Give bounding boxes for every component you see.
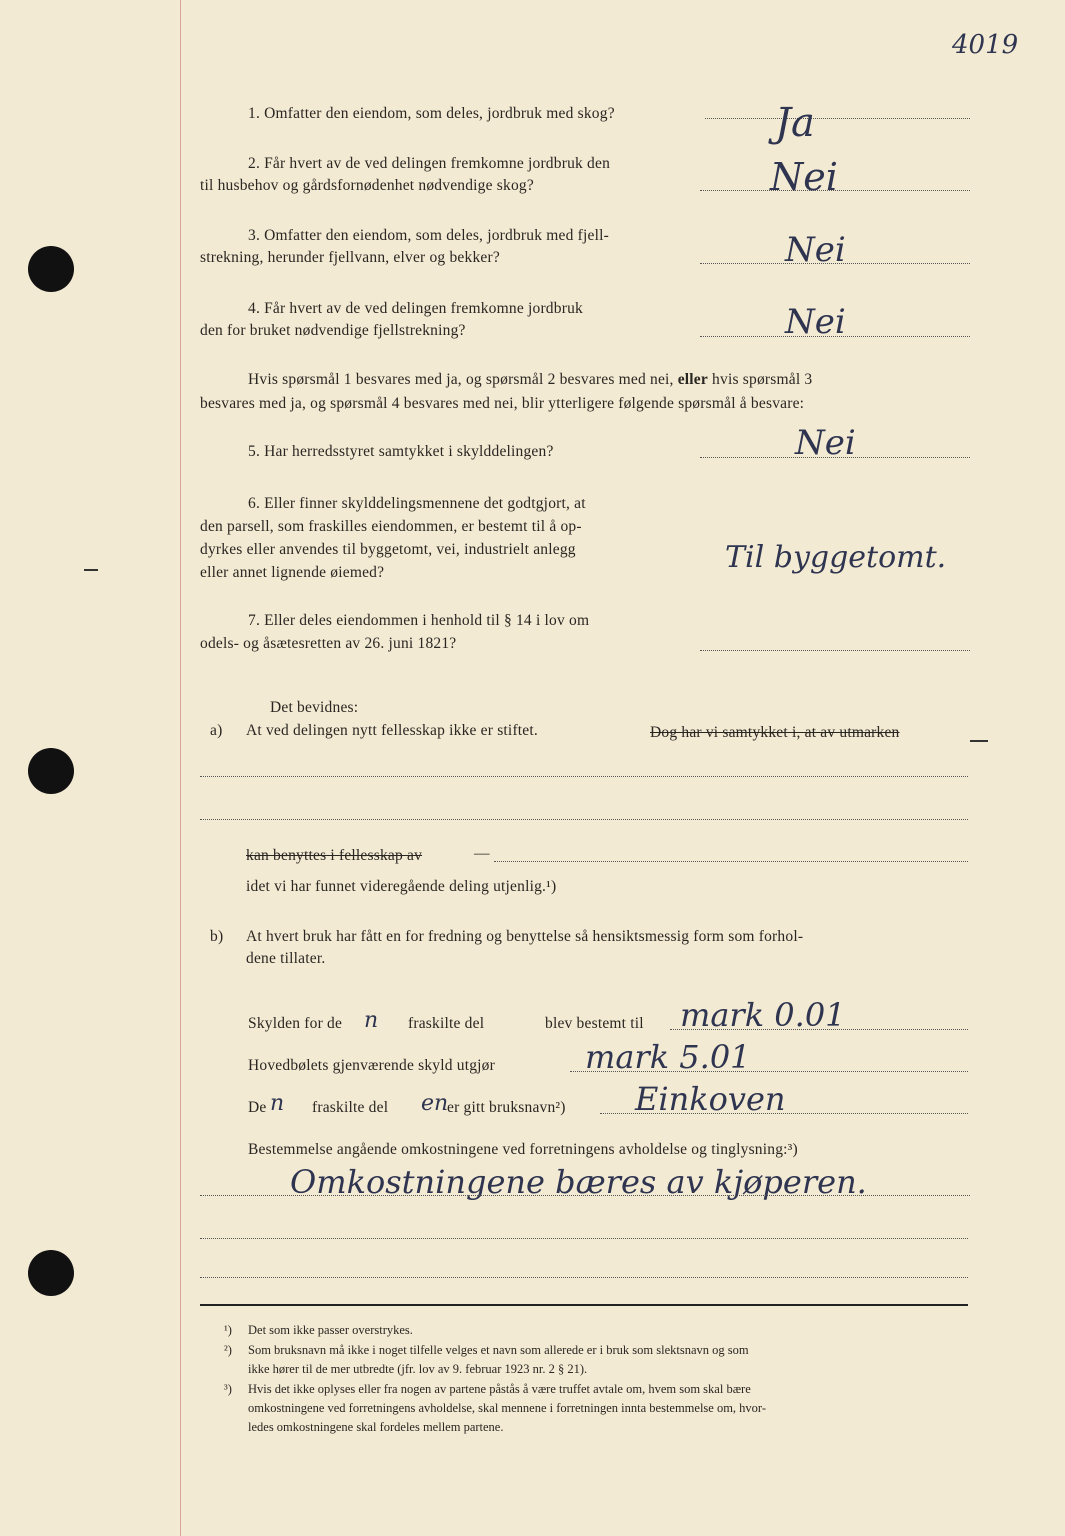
answer-4: Nei <box>785 302 846 342</box>
answer-5: Nei <box>795 423 856 463</box>
punch-hole <box>28 246 74 292</box>
fill-line <box>494 861 968 862</box>
question-7-line-1: 7. Eller deles eiendommen i henhold til § 14 i lov om <box>248 612 590 629</box>
footnote-2-line-2: ikke hører til de mer utbredte (jfr. lov av 9. februar 1923 nr. 2 § 21). <box>248 1362 588 1376</box>
question-7-line-2: odels- og åsætesretten av 26. juni 1821? <box>200 635 457 652</box>
omk-value: Omkostningene bæres av kjøperen. <box>290 1163 867 1201</box>
margin-mark <box>84 569 98 571</box>
fill-line <box>200 819 968 820</box>
instruction-line-2: besvares med ja, og spørsmål 4 besvares med nei, blir ytterligere følgende spørsmål å besvare: <box>200 395 805 412</box>
bruks-value: Einkoven <box>635 1080 786 1118</box>
declaration-heading: Det bevidnes: <box>270 699 359 716</box>
answer-line <box>700 650 970 651</box>
skyld-label-c: blev bestemt til <box>545 1015 644 1032</box>
instruction-emphasis: eller <box>677 371 708 388</box>
instruction-text: hvis spørsmål 3 <box>712 371 813 388</box>
question-6-line-4: eller annet lignende øiemed? <box>200 564 385 581</box>
question-3-line-2: strekning, herunder fjellvann, elver og bekker? <box>200 249 500 266</box>
declaration-a-struck: Dog har vi samtykket i, at av utmarken <box>650 724 900 741</box>
hoved-label: Hovedbølets gjenværende skyld utgjør <box>248 1057 495 1074</box>
footnote-marker-3: ³) <box>224 1382 232 1396</box>
footnote-1: Det som ikke passer overstrykes. <box>248 1323 413 1337</box>
question-2-line-2: til husbehov og gårdsfornødenhet nødvendige skog? <box>200 177 534 194</box>
bruks-hw-suffix-1: n <box>270 1091 285 1116</box>
question-4-line-2: den for bruket nødvendige fjellstrekning? <box>200 322 466 339</box>
answer-line <box>705 118 970 119</box>
skyld-hw-suffix: n <box>364 1008 379 1033</box>
fill-line <box>200 1195 970 1196</box>
footnote-divider <box>200 1304 968 1306</box>
footnote-3-line-3: ledes omkostningene skal fordeles mellem partene. <box>248 1420 504 1434</box>
question-5: 5. Har herredsstyret samtykket i skylddelingen? <box>248 443 554 460</box>
bruks-hw-suffix-2: en <box>421 1091 449 1116</box>
question-1: 1. Omfatter den eiendom, som deles, jordbruk med skog? <box>248 105 615 122</box>
declaration-a-tail: idet vi har funnet videregående deling utjenlig.¹) <box>246 878 557 895</box>
hoved-value: mark 5.01 <box>585 1038 751 1076</box>
question-6-line-1: 6. Eller finner skylddelingsmennene det godtgjort, at <box>248 495 586 512</box>
punch-hole <box>28 1250 74 1296</box>
question-3-line-1: 3. Omfatter den eiendom, som deles, jordbruk med fjell- <box>248 227 609 244</box>
bruks-label-a: De <box>248 1099 267 1116</box>
bruks-label-b: fraskilte del <box>312 1099 389 1116</box>
instruction-text: Hvis spørsmål 1 besvares med ja, og spørsmål 2 besvares med nei, <box>248 371 674 388</box>
footnote-3-line-2: omkostningene ved forretningens avholdelse, skal mennene i forretningen innta bestemmelse om, hvor- <box>248 1401 767 1415</box>
skyld-value: mark 0.01 <box>680 996 846 1034</box>
fill-line <box>200 776 968 777</box>
margin-line <box>180 0 181 1536</box>
fill-line <box>200 1238 968 1239</box>
declaration-a-text: At ved delingen nytt fellesskap ikke er stiftet. <box>246 722 538 739</box>
dash <box>970 740 988 742</box>
answer-1: Ja <box>775 100 815 146</box>
punch-hole <box>28 748 74 794</box>
answer-2: Nei <box>770 155 838 199</box>
bruks-label-c: er gitt bruksnavn²) <box>447 1099 566 1116</box>
omk-label: Bestemmelse angående omkostningene ved forretningens avholdelse og tinglysning:³) <box>248 1141 798 1158</box>
instruction-line-1 <box>248 369 812 391</box>
skyld-label-b: fraskilte del <box>408 1015 485 1032</box>
footnote-3-line-1: Hvis det ikke oplyses eller fra nogen av partene påstås å være truffet avtale om, hvem som skal bære <box>248 1382 751 1396</box>
question-6-line-3: dyrkes eller anvendes til byggetomt, vei, industrielt anlegg <box>200 541 576 558</box>
declaration-a-struck-2: kan benyttes i fellesskap av <box>246 847 423 864</box>
page-number: 4019 <box>952 30 1019 60</box>
answer-6: Til byggetomt. <box>725 540 947 575</box>
declaration-b-line-1: At hvert bruk har fått en for fredning og benyttelse så hensiktsmessig form som forhol- <box>246 928 804 945</box>
footnote-2-line-1: Som bruksnavn må ikke i noget tilfelle velges et navn som allerede er i bruk som slektsnavn og som <box>248 1343 749 1357</box>
footnote-marker-1: ¹) <box>224 1323 232 1337</box>
answer-3: Nei <box>785 230 846 270</box>
footnote-marker-2: ²) <box>224 1343 232 1357</box>
question-2-line-1: 2. Får hvert av de ved delingen fremkomne jordbruk den <box>248 155 611 172</box>
declaration-a-label: a) <box>210 722 223 739</box>
question-4-line-1: 4. Får hvert av de ved delingen fremkomne jordbruk <box>248 300 583 317</box>
declaration-b-label: b) <box>210 928 224 945</box>
declaration-a-fill: — <box>474 845 490 862</box>
question-6-line-2: den parsell, som fraskilles eiendommen, er bestemt til å op- <box>200 518 582 535</box>
skyld-label-a: Skylden for de <box>248 1015 343 1032</box>
fill-line <box>200 1277 968 1278</box>
declaration-b-line-2: dene tillater. <box>246 950 326 967</box>
